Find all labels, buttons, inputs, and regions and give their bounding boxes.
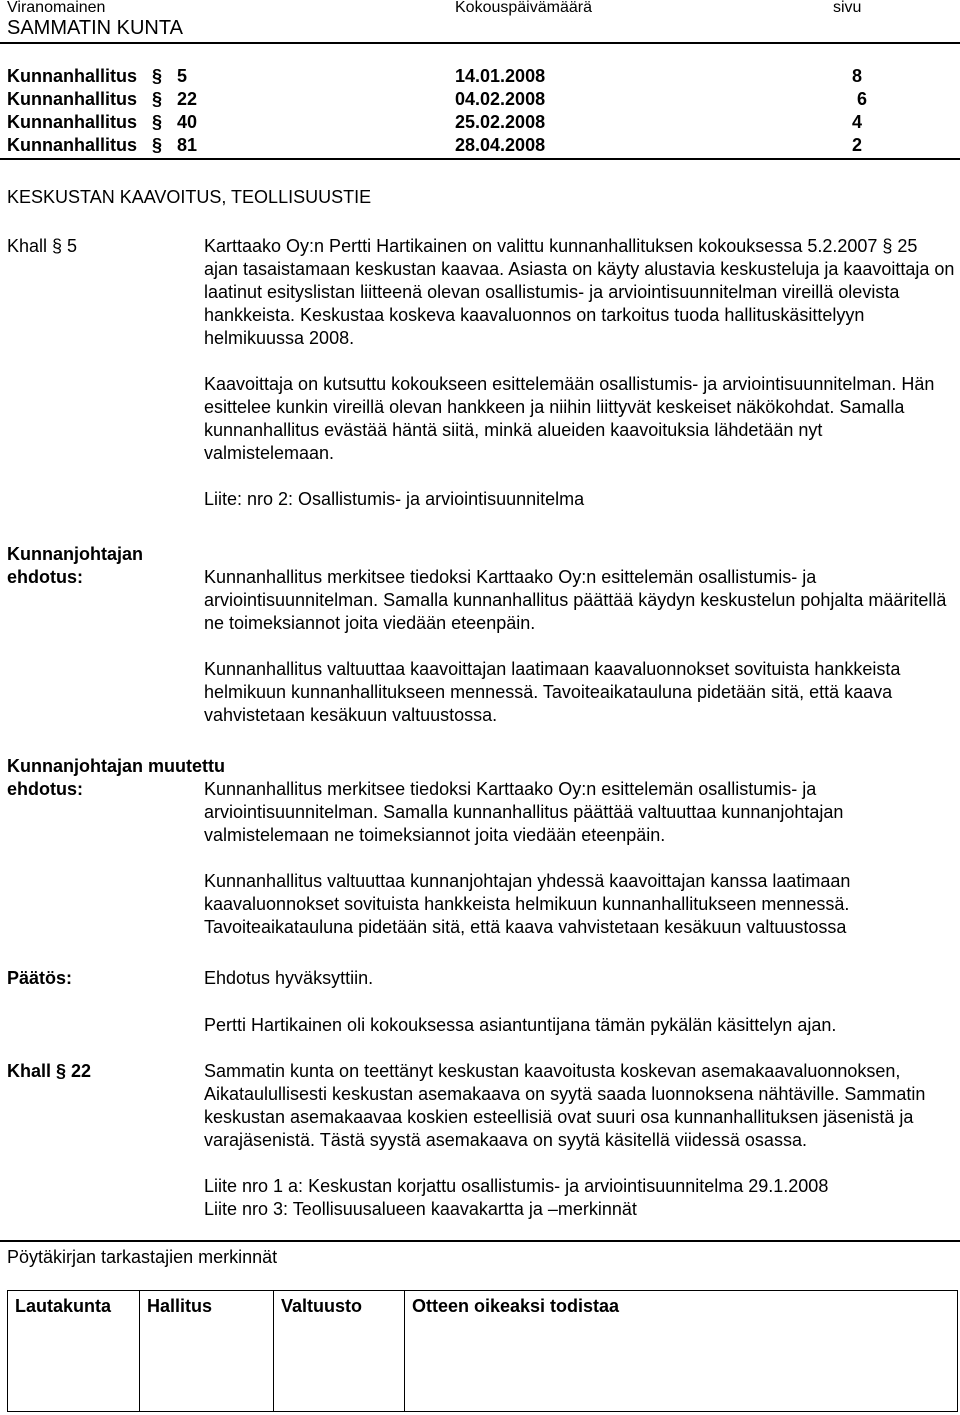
meeting-body: Kunnanhallitus <box>7 89 137 109</box>
header-rule <box>0 42 960 44</box>
meeting-date: 25.02.2008 <box>455 112 546 132</box>
proposal-body <box>204 566 956 727</box>
decision-note: Pertti Hartikainen oli kokouksessa asiantuntijana tämän pykälän käsittelyn ajan. <box>204 1015 837 1035</box>
section-sign-icon: § <box>152 89 163 109</box>
meeting-body: Kunnanhallitus <box>7 66 137 86</box>
meeting-page: 2 <box>852 135 863 155</box>
reviewer-notes-label: Pöytäkirjan tarkastajien merkinnät <box>7 1247 278 1267</box>
meeting-date: 28.04.2008 <box>455 135 546 155</box>
signature-cell-valtuusto: Valtuusto <box>274 1291 405 1412</box>
decision-label: Päätös: <box>7 968 73 988</box>
meeting-page: 4 <box>852 112 863 132</box>
section-22-attachment: Liite nro 3: Teollisuusalueen kaavakartta ja –merkinnät <box>204 1199 637 1219</box>
header-page: sivu <box>833 0 862 16</box>
meeting-page: 6 <box>857 89 868 109</box>
section-label-khall-22: Khall § 22 <box>7 1061 92 1081</box>
proposal-label: Kunnanjohtajan <box>7 544 143 564</box>
footer-rule <box>0 1240 960 1242</box>
signature-cell-hallitus: Hallitus <box>140 1291 274 1412</box>
signature-cell-lautakunta: Lautakunta <box>8 1291 140 1412</box>
section-sign-icon: § <box>152 135 163 155</box>
decision-text: Ehdotus hyväksyttiin. <box>204 968 374 988</box>
meeting-section: 81 <box>177 135 198 155</box>
meeting-section: 40 <box>177 112 198 132</box>
meeting-date: 14.01.2008 <box>455 66 546 86</box>
modified-proposal-body <box>204 778 956 939</box>
section-5-paragraph: Kaavoittaja on kutsuttu kokoukseen esittelemään osallistumis- ja arviointisuunnitelman. Hän esittelee kunkin vireillä olevan hankkeen ja niihin liittyvät keskeiset näkökohdat. Samalla kunnanhallitus evästää häntä siitä, minkä alueiden kaavoituksia lähdetään nyt valmistelemaan. <box>204 374 935 463</box>
section-22-attachment: Liite nro 1 a: Keskustan korjattu osallistumis- ja arviointisuunnitelma 29.1.2008 <box>204 1176 829 1196</box>
meeting-date: 04.02.2008 <box>455 89 546 109</box>
meeting-page: 8 <box>852 66 863 86</box>
section-22-body <box>204 1060 956 1221</box>
meeting-body: Kunnanhallitus <box>7 112 137 132</box>
proposal-paragraph: Kunnanhallitus valtuuttaa kaavoittajan laatimaan kaavaluonnokset sovituista hankkeista helmikuun kunnanhallitukseen mennessä. Tavoiteaikatauluna pidetään sitä, että kaava vahvistetaan kesäkuun valtuustossa. <box>204 659 901 725</box>
section-5-paragraph: Karttaako Oy:n Pertti Hartikainen on valittu kunnanhallituksen kokouksessa 5.2.2007 § 25 ajan tasaistamaan keskustan kaavaa. Asiasta on käyty alustavia keskusteluja ja kaavoittaja on laatinut esityslistan liitteenä olevan osallistumis- ja arviointisuunnitelman vireillä olevista hankkeista. Keskustaa koskeva kaavaluonnos on tarkoitus tuoda hallituskäsittelyyn helmikuussa 2008. <box>204 236 955 348</box>
meetings-rule <box>0 158 960 160</box>
section-sign-icon: § <box>152 66 163 86</box>
header-authority: Viranomainen <box>7 0 106 16</box>
modified-proposal-label: Kunnanjohtajan muutettu <box>7 756 225 776</box>
modified-proposal-paragraph: Kunnanhallitus valtuuttaa kunnanjohtajan yhdessä kaavoittajan kanssa laatimaan kaavaluonnokset sovituista hankkeista helmikuun kunnanhallitukseen mennessä. Tavoiteaikatauluna pidetään sitä, että kaava vahvistetaan kesäkuun valtuustossa <box>204 871 851 937</box>
meeting-section: 22 <box>177 89 198 109</box>
proposal-paragraph: Kunnanhallitus merkitsee tiedoksi Karttaako Oy:n esittelemän osallistumis- ja arviointisuunnitelman. Samalla kunnanhallitus päättää käydyn keskustelun pohjalta määritellä ne toimeksiannot joita viedään eteenpäin. <box>204 567 947 633</box>
section-5-body <box>204 235 956 511</box>
signature-table <box>7 1290 958 1412</box>
header-meeting-date: Kokouspäivämäärä <box>455 0 592 16</box>
meeting-body: Kunnanhallitus <box>7 135 137 155</box>
signature-cell-certified: Otteen oikeaksi todistaa <box>405 1291 958 1412</box>
subject-title: KESKUSTAN KAAVOITUS, TEOLLISUUSTIE <box>7 187 372 207</box>
modified-proposal-label-suffix: ehdotus: <box>7 779 83 799</box>
section-22-paragraph: Sammatin kunta on teettänyt keskustan kaavoitusta koskevan asemakaavaluonnoksen, Aikataulullisesti keskustan asemakaava on syytä saada luonnoksena nähtäville. Sammatin keskustan asemakaavaa koskien esteellisiä ovat suuri osa kunnanhallituksen jäsenistä ja varajäsenistä. Tästä syystä asemakaava on syytä käsitellä viidessä osassa. <box>204 1061 926 1150</box>
section-5-attachment: Liite: nro 2: Osallistumis- ja arviointisuunnitelma <box>204 489 585 509</box>
section-sign-icon: § <box>152 112 163 132</box>
organization-name: SAMMATIN KUNTA <box>7 17 183 39</box>
meeting-section: 5 <box>177 66 188 86</box>
section-label-khall-5: Khall § 5 <box>7 236 78 256</box>
modified-proposal-paragraph: Kunnanhallitus merkitsee tiedoksi Karttaako Oy:n esittelemän osallistumis- ja arviointisuunnitelman. Samalla kunnanhallitus päättää valtuuttaa kunnanjohtajan valmistelemaan ne toimeksiannot joita viedään eteenpäin. <box>204 779 844 845</box>
proposal-label-suffix: ehdotus: <box>7 567 83 587</box>
